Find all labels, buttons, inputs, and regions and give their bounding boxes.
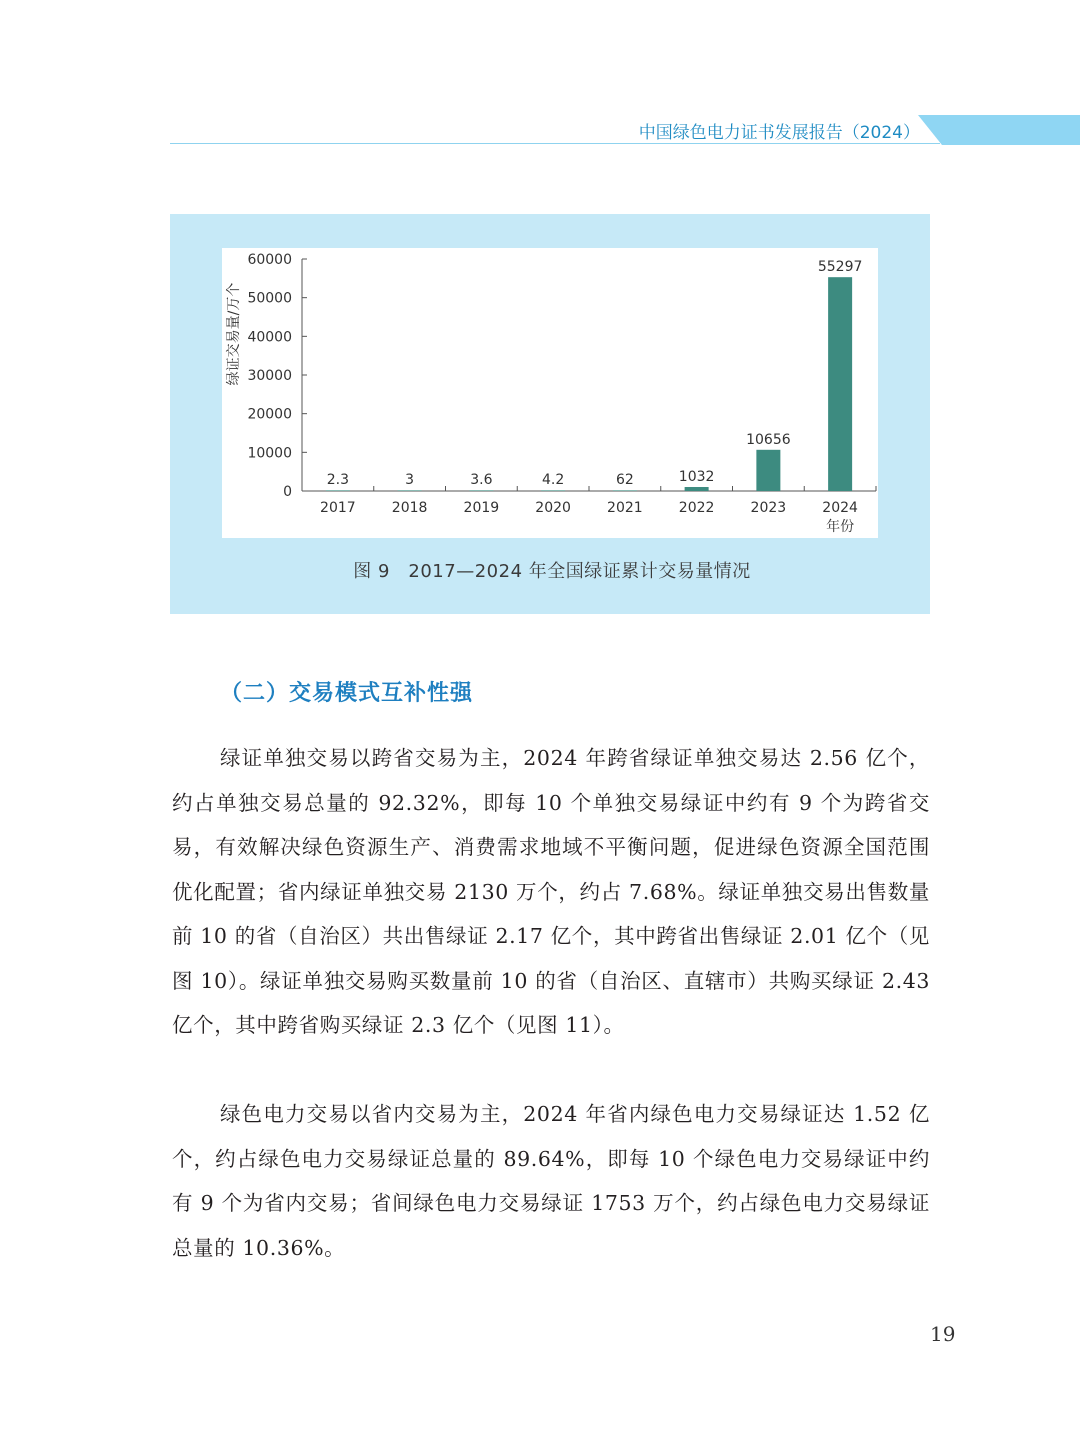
data-label-2022: 1032 (678, 469, 715, 486)
body-paragraph-1: 绿证单独交易以跨省交易为主，2024 年跨省绿证单独交易达 2.56 亿个，约占单独交易总量的 92.32%，即每 10 个单独交易绿证中约有 9 个为跨省交易，有效解决绿色资源生产、消费需求地域不平衡问题，促进绿色资源全国范围优化配置；省内绿证单独交易 2130 万个，约占 7.68%。绿证单独交易出售数量前 10 的省（自治区）共出售绿证 2.17 亿个，其中跨省出售绿证 2.01 亿个（见图 10）。绿证单独交易购买数量前 10 的省（自治区、直辖市）共购买绿证 2.43 亿个，其中跨省购买绿证 2.3 亿个（见图 11）。 (172, 746, 930, 1037)
x-tick-label-2019: 2019 (463, 500, 500, 516)
y-axis-title: 绿证交易量/万个 (226, 282, 242, 386)
x-tick-label-2017: 2017 (320, 500, 356, 516)
running-header-title: 中国绿色电力证书发展报告（2024） (638, 123, 920, 143)
x-axis-title: 年份 (826, 519, 855, 535)
data-label-2021: 62 (615, 472, 634, 488)
x-tick-label-2020: 2020 (535, 500, 571, 516)
bar-2022 (685, 487, 709, 491)
bar-2020 (541, 490, 565, 491)
data-label-2020: 4.2 (541, 472, 565, 488)
data-label-2023: 10656 (746, 431, 791, 448)
x-tick-label-2023: 2023 (750, 500, 787, 516)
y-tick-label: 60000 (247, 252, 292, 268)
bar-2017 (326, 490, 350, 491)
bar-2023 (756, 450, 780, 491)
x-tick-label-2022: 2022 (678, 500, 715, 516)
y-tick-label: 40000 (247, 329, 292, 346)
bar-chart (222, 248, 878, 538)
y-tick-label: 30000 (247, 368, 292, 384)
data-label-2019: 3.6 (470, 472, 493, 488)
section-heading: （二）交易模式互补性强 (220, 681, 474, 706)
x-tick-label-2024: 2024 (822, 500, 858, 516)
data-label-2017: 2.3 (326, 472, 350, 488)
y-tick-label: 50000 (247, 290, 292, 307)
bar-2024 (828, 277, 852, 491)
x-tick-label-2018: 2018 (391, 500, 428, 516)
bar-2019 (469, 490, 493, 491)
page-number: 19 (930, 1322, 956, 1346)
bar-2018 (398, 490, 422, 491)
data-label-2018: 3 (405, 472, 415, 488)
bar-2021 (613, 490, 637, 491)
body-paragraph-2: 绿色电力交易以省内交易为主，2024 年省内绿色电力交易绿证达 1.52 亿个，约占绿色电力交易绿证总量的 89.64%，即每 10 个绿色电力交易绿证中约有 9 个为省内交易；省间绿色电力交易绿证 1753 万个，约占绿色电力交易绿证总量的 10.36%。 (172, 1102, 930, 1260)
y-tick-label: 10000 (247, 445, 292, 462)
figure-caption: 图 9 2017—2024 年全国绿证累计交易量情况 (353, 561, 751, 582)
header-accent-band (918, 115, 1080, 145)
y-tick-label: 20000 (247, 406, 292, 423)
x-tick-label-2021: 2021 (607, 500, 643, 516)
header-rule (170, 143, 940, 144)
data-label-2024: 55297 (817, 259, 863, 276)
y-tick-label: 0 (283, 484, 292, 500)
